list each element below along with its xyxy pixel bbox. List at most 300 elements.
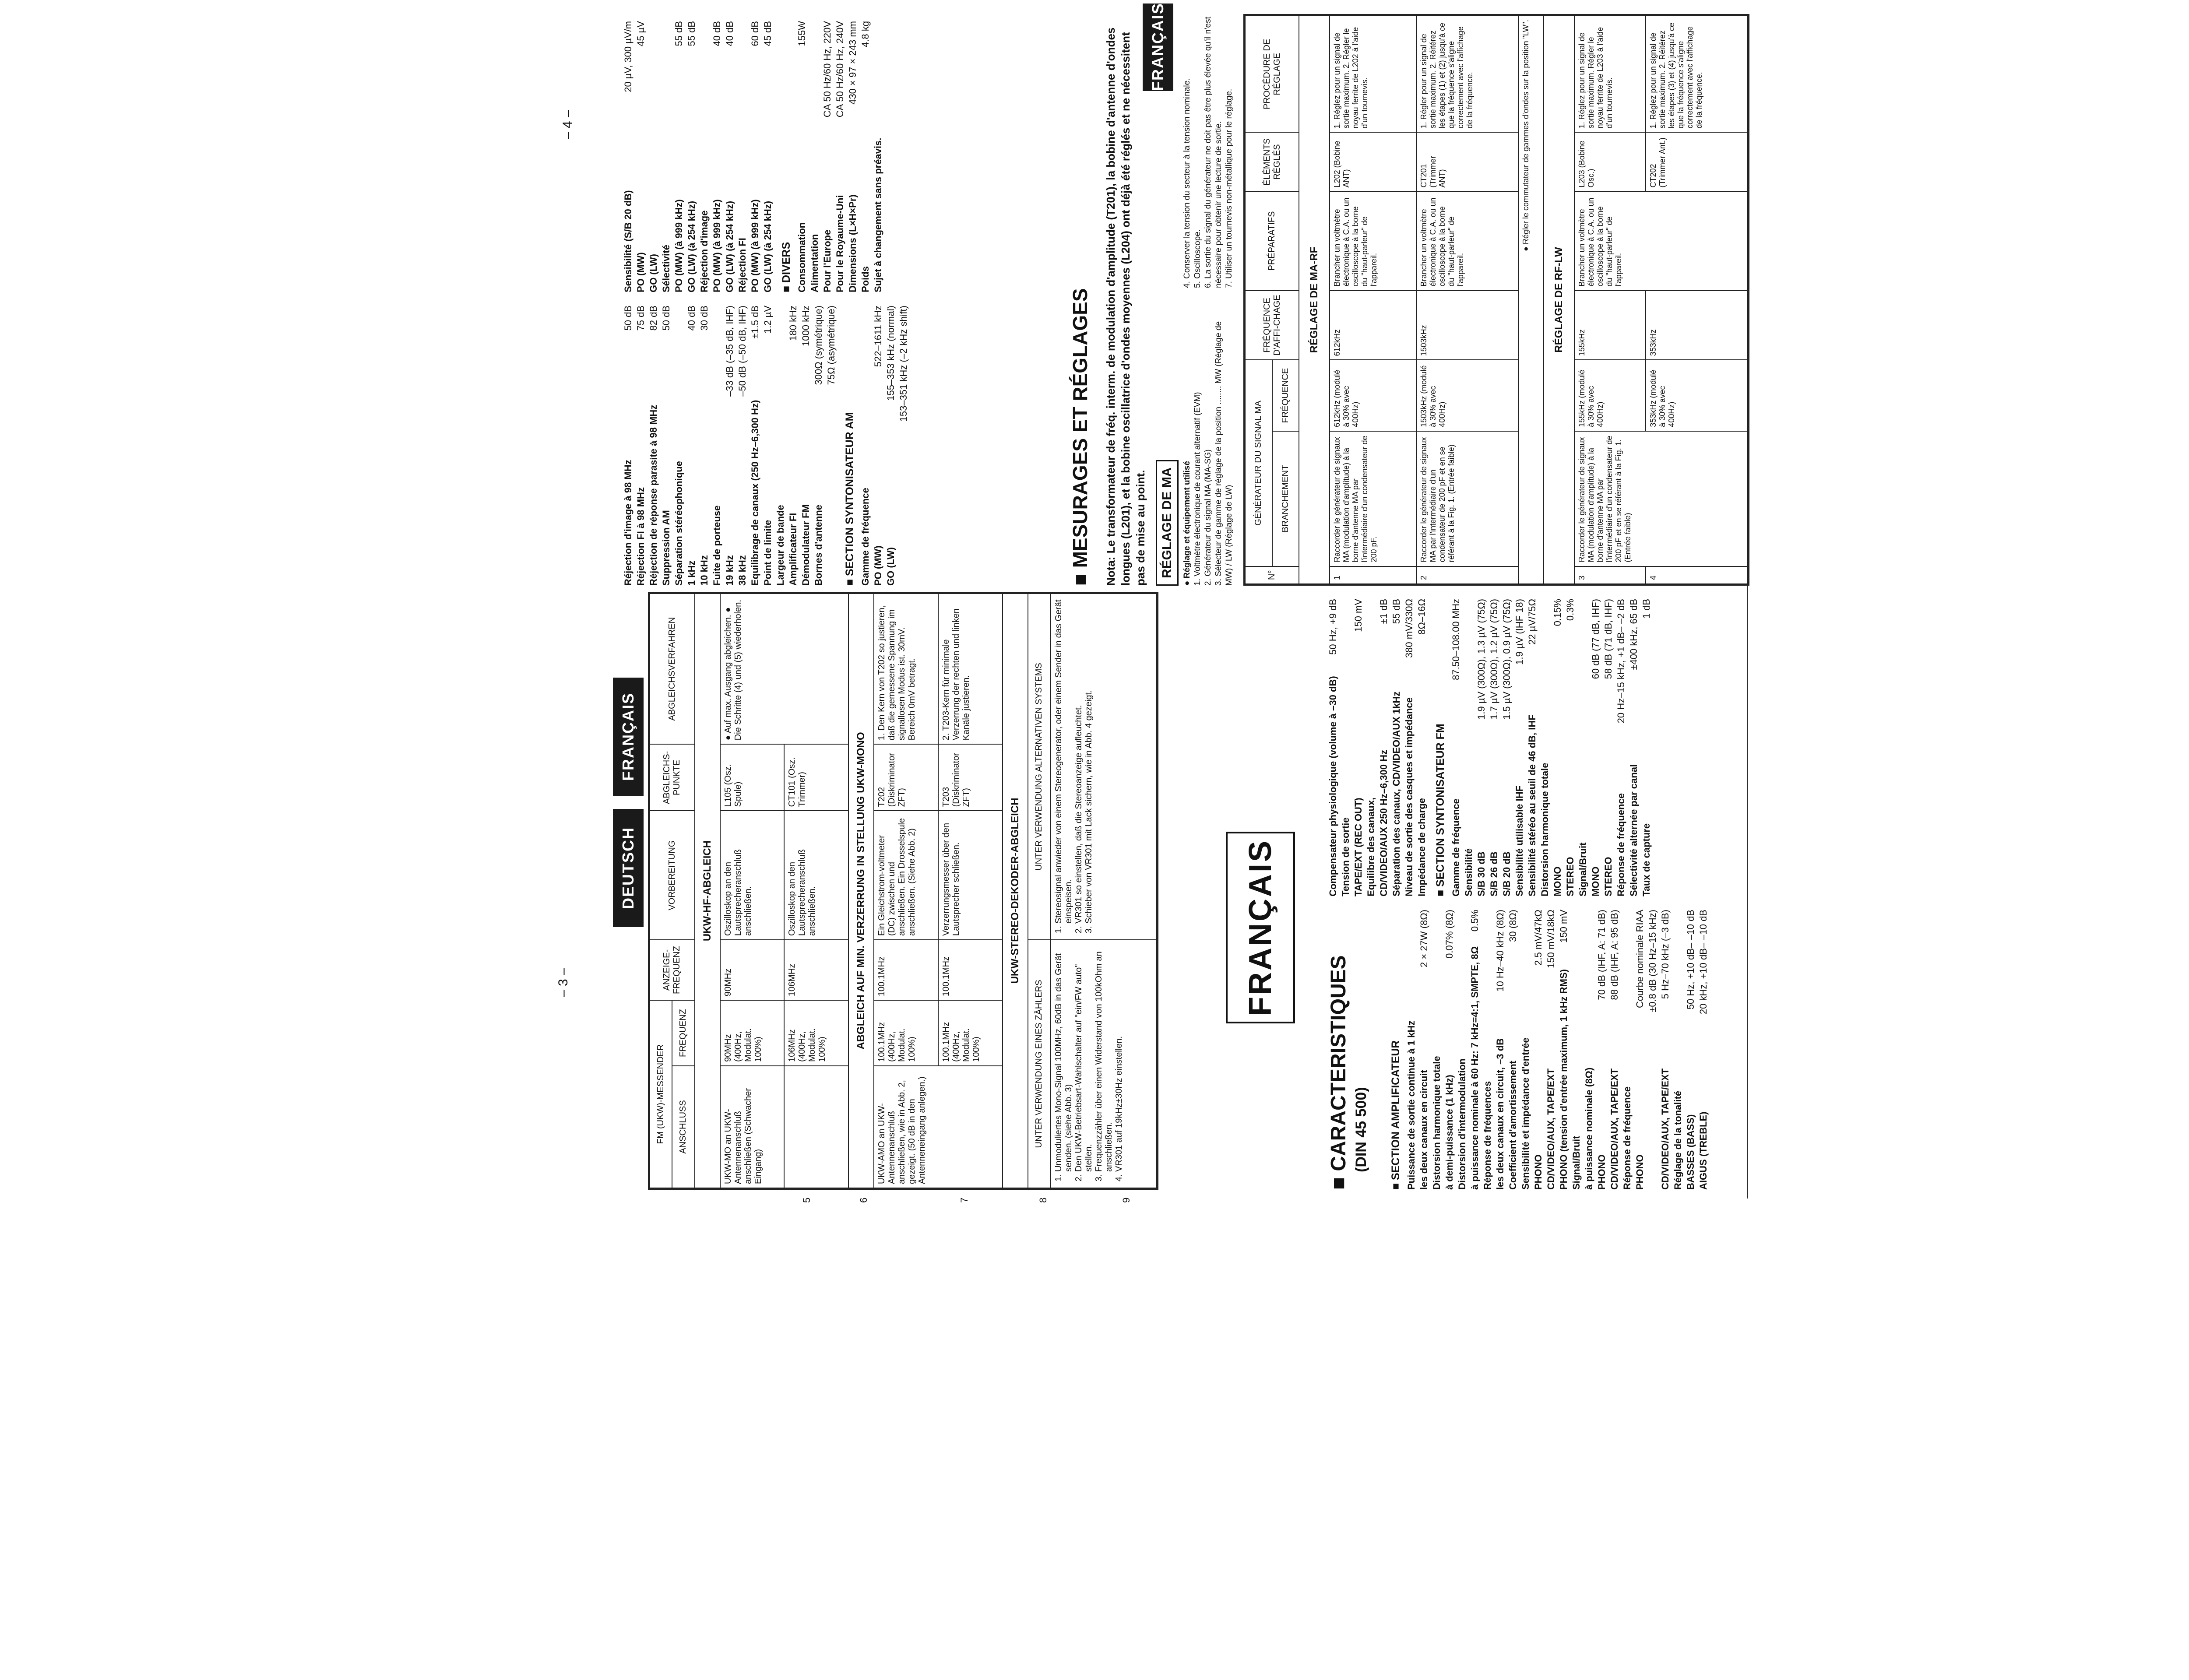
spec-row	[1551, 599, 1564, 896]
spec-row	[1659, 910, 1672, 1190]
spec-row	[1589, 599, 1602, 896]
spec-value: 155W	[796, 21, 807, 46]
spec-label: GO (LW)	[885, 547, 896, 586]
note-paragraph	[1103, 17, 1148, 586]
cell-no: 1	[1330, 566, 1416, 584]
spec-label: Puissance de sortie continue à 1 kHz	[1406, 1020, 1417, 1190]
spec-row	[1418, 910, 1430, 1190]
th-preparation: PRÉPARATIFS	[1245, 191, 1299, 290]
spec-label: Distorsion harmonique totale	[1431, 1056, 1442, 1190]
spec-label: 19 kHz	[724, 555, 735, 586]
spec-row	[622, 306, 634, 586]
spec-label: CD/VIDEO/AUX, TAPE/EXT	[1545, 1068, 1556, 1190]
spec-label: Gamme de fréquence	[1450, 798, 1461, 896]
am-alignment-table	[1243, 14, 1749, 586]
fm-alignment-table	[648, 592, 1158, 1190]
spec-label: MONO	[1590, 866, 1601, 896]
spec-label: CD/VIDEO/AUX 250 Hz–6,300 Hz	[1378, 749, 1389, 896]
spec-label: Bornes d'antenne	[813, 505, 824, 586]
list-item: 5. Oscilloscope.	[1193, 229, 1202, 288]
spec-label: STEREO	[1603, 857, 1614, 896]
decoder-left-title: UNTER VERWENDUNG EINES ZÄHLERS	[1028, 940, 1050, 1188]
spec-row	[1462, 599, 1475, 896]
table-row	[1574, 16, 1646, 584]
spec-value: 50 dB	[661, 306, 672, 331]
spec-label: Equilibrage de canaux (250 Hz–6,300 Hz)	[750, 400, 760, 586]
spec-label: Signal/Bruit	[1571, 1135, 1582, 1190]
spec-label: Largeur de bande	[775, 505, 786, 586]
decoder-right-title: UNTER VERWENDUNG ALTERNATIVEN SYSTEMS	[1028, 594, 1050, 940]
spec-row	[1365, 599, 1377, 896]
cell-preparation: Ein Gleichstrom-voltmeter (DC) zwischen und anschließen. Ein Drosselspule anschließen. (Siehe Abb. 2)	[874, 811, 938, 940]
spec-value: 150 mV	[1558, 910, 1569, 943]
equipment-left	[1182, 306, 1235, 586]
th-procedure: PROCÉDURE DE RÉGLAGE	[1245, 16, 1299, 133]
spec-row	[1430, 910, 1443, 1190]
list-item: 6. La sortie du signal du générateur ne doit pas être plus élevée qu'il n'est nécessaire pour obtenir une lecture de sortie.	[1204, 17, 1223, 288]
list-item: 2. VR301 so einstellen, daß die Stereoanzeige aufleuchtet.	[1074, 597, 1084, 924]
spec-row	[1538, 599, 1551, 896]
band-hf: UKW-HF-ABGLEICH	[695, 594, 720, 1188]
cell-elements: CT201 (Trimmer ANT)	[1416, 133, 1518, 192]
cell-no: 4	[1646, 566, 1748, 584]
spec-label: Réjection FI	[737, 238, 748, 292]
row-number: 7	[959, 1197, 970, 1203]
cell-elements: CT202 (Trimmer Ant.)	[1646, 133, 1748, 192]
spec-row	[698, 306, 711, 586]
spec-label: PO (MW) (à 999 kHz)	[750, 199, 760, 292]
cell-frequency: 90MHz (400Hz, Modulat. 100%)	[720, 1000, 785, 1066]
spec-label: S/B 26 dB	[1489, 851, 1499, 896]
spec-value: 2.5 mV/47kΩ	[1533, 910, 1544, 966]
spec-value: 20 µV, 300 µV/m	[623, 21, 633, 92]
th-procedure: ABGLEICHSVERFAHREN	[650, 594, 695, 744]
page-number-right: – 4 –	[560, 110, 575, 139]
spec-row	[1633, 910, 1646, 1190]
cell-connection: Raccorder le générateur de signaux MA (modulation d'amplitude) à la borne d'antenne MA par l'intermédiaire d'un condensateur de 200 pF.	[1330, 431, 1416, 566]
spec-row	[825, 306, 838, 586]
spec-label: Sensibilité utilisable IHF	[1514, 785, 1525, 896]
spec-label: PO (MW)	[873, 545, 883, 586]
deutsch-tab: DEUTSCH	[613, 809, 644, 927]
spec-label: Réponse de fréquence	[1615, 793, 1626, 896]
spec-row	[1352, 599, 1365, 896]
spec-row	[1621, 910, 1633, 1190]
spec-value: ±1.5 dB	[750, 306, 760, 339]
spec-label: Impédance de charge	[1416, 798, 1427, 896]
spec-row	[761, 306, 774, 586]
spec-row	[634, 21, 647, 292]
spec-label: PHONO	[1533, 1154, 1544, 1190]
th-display-frequency: FRÉQUENCE D'AFFI-CHAGE	[1245, 291, 1299, 360]
spec-label: Séparation des canaux, CD/VIDEO/AUX 1kHz	[1391, 691, 1402, 896]
band-decoder: UKW-STEREO-DEKODER-ABGLEICH	[1003, 594, 1028, 1188]
spec-label: à puissance nominale à 60 Hz: 7 kHz=4:1, SMPTE, 8Ω	[1469, 946, 1480, 1190]
spec-label: Dimensions (L×H×Pr)	[847, 194, 858, 292]
spec-value: 50 Hz, +9 dB	[1327, 599, 1338, 655]
cell-procedure: 2. T203-Kern für minimale Verzerrung der rechten und linken Kanäle justieren.	[938, 594, 1003, 744]
spec-label: Consommation	[796, 222, 807, 292]
spec-value: 1000 kHz	[800, 306, 811, 346]
spec-label: Amplificateur FI	[788, 513, 799, 586]
spec-value: 70 dB (IHF, A: 71 dB)	[1596, 910, 1607, 1000]
spec-label: les deux canaux en circuit, –3 dB	[1495, 1038, 1506, 1190]
list-item: 3. Sélecteur de gamme de réglage de la position ........ MW (Réglage de MW) / LW (Réglage de LW)	[1214, 321, 1234, 586]
spec-list-divers	[622, 21, 884, 292]
spec-row	[799, 306, 812, 586]
cell-points: T203 (Diskriminator ZFT)	[938, 744, 1003, 811]
spec-row	[1564, 599, 1577, 896]
spec-label: PHONO	[1596, 1154, 1607, 1190]
spec-value: 155–353 kHz (normal)	[885, 306, 896, 401]
cell-procedure: 1. Régler pour un signal de sortie maximum. 2. Réitérez les étapes (1) et (2) jusqu'à ce que la fréquence s'aligne correctement avec l'affichage de la fréquence.	[1416, 16, 1518, 133]
spec-row	[1475, 599, 1488, 896]
th-display-frequency: ANZEIGE-FREQUENZ	[650, 940, 695, 1000]
cell-elements: L203 (Bobine Osc.)	[1574, 133, 1646, 192]
list-item: 7. Utiliser un tournevis non-métallique pour le réglage.	[1225, 88, 1234, 288]
spec-value: CA 50 Hz/60 Hz, 240V	[834, 21, 845, 118]
cell-display: 1503kHz	[1416, 291, 1518, 360]
cell-procedure: 1. Réglez pour un signal de sortie maximum. Régler le noyau ferrite de L203 à l'aide d'un tournevis.	[1574, 16, 1646, 133]
spec-label: Réjection d'image	[699, 210, 710, 292]
spec-row	[685, 21, 698, 292]
spec-value: 82 dB	[648, 306, 659, 331]
spec-label: Réponse de fréquence	[1622, 1086, 1633, 1190]
spec-label: PO (MW) (à 999 kHz)	[711, 199, 722, 292]
cell-procedure: 1. Réglez pour un signal de sortie maximum. 2. Réitérez les étapes (3) et (4) jusqu'à ce que la fréquence s'aligne correctement avec l'affichage de la fréquence.	[1646, 16, 1748, 133]
spec-value: ±0.8 dB (30 Hz–15 kHz)	[1647, 910, 1658, 1012]
spec-value: 58 dB (71 dB, IHF)	[1603, 599, 1614, 679]
spec-value: 40 dB	[724, 21, 735, 46]
reglage-ma-box: RÉGLAGE DE MA	[1156, 460, 1179, 586]
spec-value: 5 Hz–70 kHz (–3 dB)	[1660, 910, 1671, 999]
spec-label: S/B 30 dB	[1476, 851, 1487, 896]
spec-value: 8Ω–16Ω	[1416, 599, 1427, 635]
spec-row	[736, 21, 749, 292]
spec-value: 20 kHz, +10 dB– –10 dB	[1698, 910, 1709, 1015]
spec-value: 1.9 µV (IHF 18)	[1514, 599, 1525, 665]
spec-value: CA 50 Hz/60 Hz, 220V	[822, 21, 833, 118]
spec-row	[660, 21, 672, 292]
spec-value: –33 dB (–35 dB, IHF)	[724, 306, 735, 397]
spec-value: 10 Hz–40 kHz (8Ω)	[1495, 910, 1506, 992]
spec-row	[1697, 910, 1710, 1190]
spec-row	[1640, 599, 1653, 896]
spec-row	[808, 21, 821, 292]
spec-row	[846, 21, 859, 292]
spec-label: Sensibilité et impédance d'entrée	[1520, 1037, 1531, 1190]
spec-row	[672, 21, 685, 292]
spec-value: 150 mV	[1353, 599, 1364, 632]
cell-connection: UKW-AMO an UKW-Antennenanschluß anschließen, wie in Abb. 2, gezeigt. (50 dB in den Antenneneingang anlegen.)	[874, 1066, 1003, 1188]
spec-row	[1403, 599, 1415, 896]
spec-label: Pour le Royaume-Uni	[834, 195, 845, 292]
spec-row	[1672, 910, 1684, 1190]
spec-label: Signal/Bruit	[1577, 842, 1588, 896]
spec-value: 87.50–108.00 MHz	[1450, 599, 1461, 680]
spec-row	[774, 306, 787, 586]
spec-value: 4.8 kg	[860, 21, 871, 47]
spec-label: Distorsion harmonique totale	[1539, 763, 1550, 896]
spec-value: 1.7 µV (300Ω), 1.2 µV (75Ω)	[1489, 599, 1499, 720]
spec-row	[1327, 599, 1339, 896]
spec-label: Réponse de fréquences	[1482, 1081, 1493, 1190]
spec-label: Compensateur physiologique (volume à –30 dB)	[1327, 676, 1338, 896]
spec-label: 1 kHz	[686, 560, 697, 586]
spec-row	[787, 306, 799, 586]
note-text: Le transformateur de fréq. interm. de modulation d'amplitude (T201), la bobine d'antenne d'ondes longues (L201), et la bobine oscillatrice d'ondes moyennes (L204) ont déjà été réglés et ne nécessitent pas de mise au point.	[1104, 27, 1147, 586]
spec-row	[1377, 599, 1390, 896]
cell-no: 2	[1416, 566, 1518, 584]
spec-label: Séparation stéréophonique	[673, 461, 684, 586]
cell-frequency: 100.1MHz (400Hz, Modulat. 100%)	[938, 1000, 1003, 1066]
cell-display: 100.1MHz	[874, 940, 938, 1000]
cell-display: 106MHz	[784, 940, 848, 1000]
cell-connection	[784, 1066, 848, 1188]
cell-frequency: 353kHz (modulé à 30% avec 400Hz)	[1646, 360, 1748, 431]
spec-row	[1583, 910, 1595, 1190]
spec-label: Réglage de la tonalité	[1672, 1090, 1683, 1190]
spec-value: 1 dB	[1641, 599, 1652, 619]
spec-value: 380 mV/330Ω	[1404, 599, 1415, 658]
th-generator: FM (UKW)-MESSENDER	[650, 1000, 672, 1188]
table-row	[720, 594, 785, 1188]
spec-label: Réjection de réponse parasite à 98 MHz	[648, 404, 659, 586]
spec-value: 150 mV/18kΩ	[1545, 910, 1556, 968]
spec-row	[698, 21, 711, 292]
spec-row	[1557, 910, 1570, 1190]
row-number: 9	[1121, 1197, 1132, 1203]
spec-value: Courbe nominale RIAA	[1634, 910, 1645, 1009]
spec-row	[1488, 599, 1500, 896]
spec-label: à demi-puissance (1 kHz)	[1444, 1075, 1455, 1190]
spec-value: 20 Hz–15 kHz, +1 dB– –2 dB	[1615, 599, 1626, 724]
spec-row	[1570, 910, 1583, 1190]
spec-label: les deux canaux en circuit	[1418, 1070, 1429, 1190]
francais-logo-box	[1226, 832, 1295, 1023]
spec-value: 430 × 97 × 243 mm	[847, 21, 858, 105]
spec-row	[795, 21, 808, 292]
cell-preparation: Brancher un voltmètre électronique à C.A. ou un oscilloscope à la borne du "haut-parleur" de l'appareil.	[1416, 191, 1518, 290]
spec-value: ±400 kHz, 65 dB	[1628, 599, 1639, 670]
spec-value: 55 dB	[673, 21, 684, 46]
spec-value: 45 dB	[762, 21, 773, 46]
spec-row	[647, 306, 660, 586]
spec-value: 30 dB	[699, 306, 710, 331]
din-subtitle: (DIN 45 500)	[1353, 1087, 1369, 1172]
spec-label: Niveau de sortie des casques et impédance	[1404, 697, 1415, 896]
decoder-right-steps	[1051, 594, 1157, 940]
th-frequency: FRÉQUENCE	[1272, 360, 1299, 431]
spec-row	[761, 21, 774, 292]
spec-value: 153–351 kHz (–2 kHz shift)	[898, 306, 909, 422]
spec-row	[1456, 910, 1468, 1190]
cell-preparation: Verzerrungsmesser über den Lautsprecher schließen.	[938, 811, 1003, 940]
lw-switch-note: ● Régler le commutateur de gammes d'ondes sur la position "LW".	[1518, 16, 1544, 584]
row-number: 5	[801, 1197, 812, 1203]
spec-section-heading: ■ SECTION SYNTONISATEUR FM	[1434, 599, 1447, 896]
spec-label: Sujet à changement sans préavis.	[873, 137, 883, 292]
th-preparation: VORBEREITUNG	[650, 811, 695, 940]
spec-value: 45 µV	[635, 21, 646, 46]
cell-connection: Raccorder le générateur de signaux MA par l'intermédiaire d'un condensateur de 200 pF et en se référant à la Fig. 1. (Entrée faible)	[1416, 431, 1518, 566]
cell-points: T202 (Diskriminator ZFT)	[874, 744, 938, 811]
spec-label: BASSES (BASS)	[1685, 1114, 1696, 1190]
spec-label: Démodulateur FM	[800, 504, 811, 586]
spec-value: 22 µV/75Ω	[1527, 599, 1538, 645]
spec-label: GO (LW) (à 254 kHz)	[686, 200, 697, 292]
cell-frequency: 1503kHz (modulé à 30% avec 400Hz)	[1416, 360, 1518, 431]
equipment-section	[1182, 17, 1235, 586]
spec-value: 0.3%	[1565, 599, 1576, 621]
spec-row	[872, 306, 884, 586]
list-item: 2. Den UKW-Betriebsart-Wahlschalter auf "ein/FW auto" stellen.	[1074, 944, 1094, 1172]
spec-label: Fuite de porteuse	[711, 505, 722, 586]
spec-label: 10 kHz	[699, 555, 710, 586]
spec-row	[1602, 599, 1615, 896]
spec-label: Point de limite	[762, 520, 773, 586]
band-rf-lw: RÉGLAGE DE RF-LW	[1544, 16, 1574, 584]
spec-value: 75 dB	[635, 306, 646, 331]
spec-section-heading: ■ SECTION SYNTONISATEUR AM	[844, 306, 856, 586]
spec-row	[1519, 910, 1532, 1190]
spec-label: Coefficient d'amortissement	[1507, 1061, 1518, 1190]
spec-row	[1405, 910, 1418, 1190]
spec-label: Sensibilité stéréo au seuil de 46 dB, IHF	[1527, 714, 1538, 896]
spec-list-amplifier	[1383, 910, 1710, 1190]
list-item: 3. Frequenzzähler über einen Widerstand von 100kOhm an anschließen.	[1094, 944, 1114, 1172]
spec-row	[1545, 910, 1557, 1190]
equipment-right	[1182, 17, 1235, 288]
spec-value: 55 dB	[1391, 599, 1402, 624]
spec-row	[1627, 599, 1640, 896]
spec-row	[634, 306, 647, 586]
spec-label: Tension de sortie	[1340, 817, 1351, 896]
list-item: 1. Voltmètre électronique de courant alternatif (EVM)	[1193, 392, 1202, 586]
spec-label: Equilibre des canaux,	[1365, 797, 1376, 896]
spec-value: 88 dB (IHF, A: 95 dB)	[1609, 910, 1620, 1000]
spec-list-fm-am	[622, 306, 910, 586]
spec-value: 50 dB	[623, 306, 633, 331]
spec-row	[834, 21, 846, 292]
spec-row	[1481, 910, 1494, 1190]
spec-row	[897, 306, 910, 586]
spec-value: 50 Hz, +10 dB– –10 dB	[1685, 910, 1696, 1010]
list-item: 2. Générateur du signal MA (MA-SG)	[1204, 449, 1213, 586]
th-elements: ÉLÉMENTS RÉGLÉS	[1245, 133, 1299, 192]
spec-list-fm-tuner	[1327, 599, 1653, 896]
spec-value: 60 dB	[750, 21, 760, 46]
spec-label: PHONO (tension d'entrée maximum, 1 kHz RMS)	[1558, 969, 1569, 1190]
band-mono: ABGLEICH AUF MIN. VERZERRUNG IN STELLUNG UKW-MONO	[848, 594, 874, 1188]
spec-row	[1526, 599, 1538, 896]
spec-value: ±1 dB	[1378, 599, 1389, 624]
cell-display: 353kHz	[1646, 291, 1748, 360]
spec-label: PO (MW)	[635, 252, 646, 292]
spec-row	[1608, 910, 1621, 1190]
spec-label: Réjection FI à 98 MHz	[635, 487, 646, 586]
list-item: 3. Schieber von VR301 mit Lack sichern, wie in Abb. 4 gezeigt.	[1084, 597, 1094, 924]
cell-preparation: Brancher un voltmètre électronique à C.A. ou un oscilloscope à la borne du "haut-parleur" de l'appareil.	[1574, 191, 1748, 290]
spec-label: Pour l'Europe	[822, 229, 833, 292]
spec-row	[749, 306, 761, 586]
cell-no: 3	[1574, 566, 1646, 584]
th-frequency: FREQUENZ	[672, 1000, 694, 1066]
cell-frequency: 106MHz (400Hz, Modulat. 100%)	[784, 1000, 848, 1066]
spec-row	[1443, 910, 1456, 1190]
cell-connection: Raccorder le générateur de signaux MA (modulation d'amplitude) à la borne d'antenne MA par l'intermédiaire d'un condensateur de 200 pF et en se référant à la Fig. 1. (Entrée faible)	[1574, 431, 1748, 566]
spec-label: GO (LW)	[648, 254, 659, 292]
spec-row	[859, 21, 872, 292]
caracteristiques-title: ■ CARACTERISTIQUES	[1327, 955, 1350, 1190]
spec-row	[1339, 599, 1352, 896]
spec-row	[711, 21, 723, 292]
spec-value: 30 (8Ω)	[1507, 910, 1518, 942]
spec-value: 55 dB	[686, 21, 697, 46]
spec-label: CD/VIDEO/AUX, TAPE/EXT	[1660, 1068, 1671, 1190]
measure-title: ■ MESURAGES ET RÉGLAGES	[1069, 288, 1091, 586]
spec-row	[749, 21, 761, 292]
cell-frequency: 612kHz (modulé à 30% avec 400Hz)	[1330, 360, 1416, 431]
th-no: N°	[1245, 566, 1299, 584]
spec-value: 75Ω (asymétrique)	[826, 306, 837, 385]
spec-row	[859, 306, 872, 586]
list-item: 4. Conserver la tension du secteur à la tension nominale.	[1182, 78, 1192, 288]
francais-tab-mid: FRANÇAIS	[613, 678, 644, 796]
spec-row	[723, 306, 736, 586]
spec-label: GO (LW) (à 254 kHz)	[762, 200, 773, 292]
decoder-left-steps	[1051, 940, 1157, 1188]
spec-row	[1450, 599, 1462, 896]
spec-row	[1595, 910, 1608, 1190]
spec-row	[736, 306, 749, 586]
cell-frequency: 155kHz (modulé à 30% avec 400Hz)	[1574, 360, 1646, 431]
spec-row	[1494, 910, 1506, 1190]
spec-label: Sélectivité alternée par canal	[1628, 764, 1639, 896]
spec-row	[884, 306, 897, 586]
equipment-title: ● Réglage et équipement utilisé	[1182, 461, 1192, 586]
spec-label: Distorsion d'intermodulation	[1457, 1058, 1468, 1190]
cell-connection: UKW-MO an UKW-Antennenanschluß anschließen (Schwacher Eingang)	[720, 1066, 785, 1188]
spec-label: à puissance nominale (8Ω)	[1584, 1067, 1594, 1190]
cell-elements: L202 (Bobine ANT)	[1330, 133, 1416, 192]
spec-label: CD/VIDEO/AUX, TAPE/EXT	[1609, 1068, 1620, 1190]
spec-row	[1506, 910, 1519, 1190]
cell-display: 100.1MHz	[938, 940, 1003, 1000]
spec-row	[1615, 599, 1627, 896]
spec-row	[711, 306, 723, 586]
spec-row	[622, 21, 634, 292]
spec-row	[1500, 599, 1513, 896]
spec-value: 40 dB	[711, 21, 722, 46]
cell-procedure: ● Auf max. Ausgang abgleichen. ● Die Schritte (4) und (5) wiederholen.	[720, 594, 849, 744]
spec-value: 40 dB	[686, 306, 697, 331]
spec-label: Alimentation	[809, 234, 820, 292]
spec-value: 1.2 µV	[762, 306, 773, 334]
spec-label: GO (LW) (à 254 kHz)	[724, 200, 735, 292]
list-item: 1. Unmoduliertes Mono-Signal 100MHz, 60dB in das Gerät senden. (siehe Abb. 3)	[1054, 944, 1074, 1172]
spec-label: PO (MW) (à 999 kHz)	[673, 199, 684, 292]
th-adjust-points: ABGLEICHS-PUNKTE	[650, 744, 695, 811]
list-item: 4. VR301 auf 19kHz±30Hz einstellen.	[1114, 944, 1124, 1172]
spec-label: PHONO	[1634, 1154, 1645, 1190]
spec-label: AIGUS (TREBLE)	[1698, 1111, 1709, 1190]
spec-row	[1532, 910, 1545, 1190]
spec-row	[1513, 599, 1526, 896]
spec-row	[1577, 599, 1589, 896]
band-ma-rf: RÉGLAGE DE MA-RF	[1299, 16, 1330, 584]
spec-label: Gamme de fréquence	[860, 488, 871, 586]
